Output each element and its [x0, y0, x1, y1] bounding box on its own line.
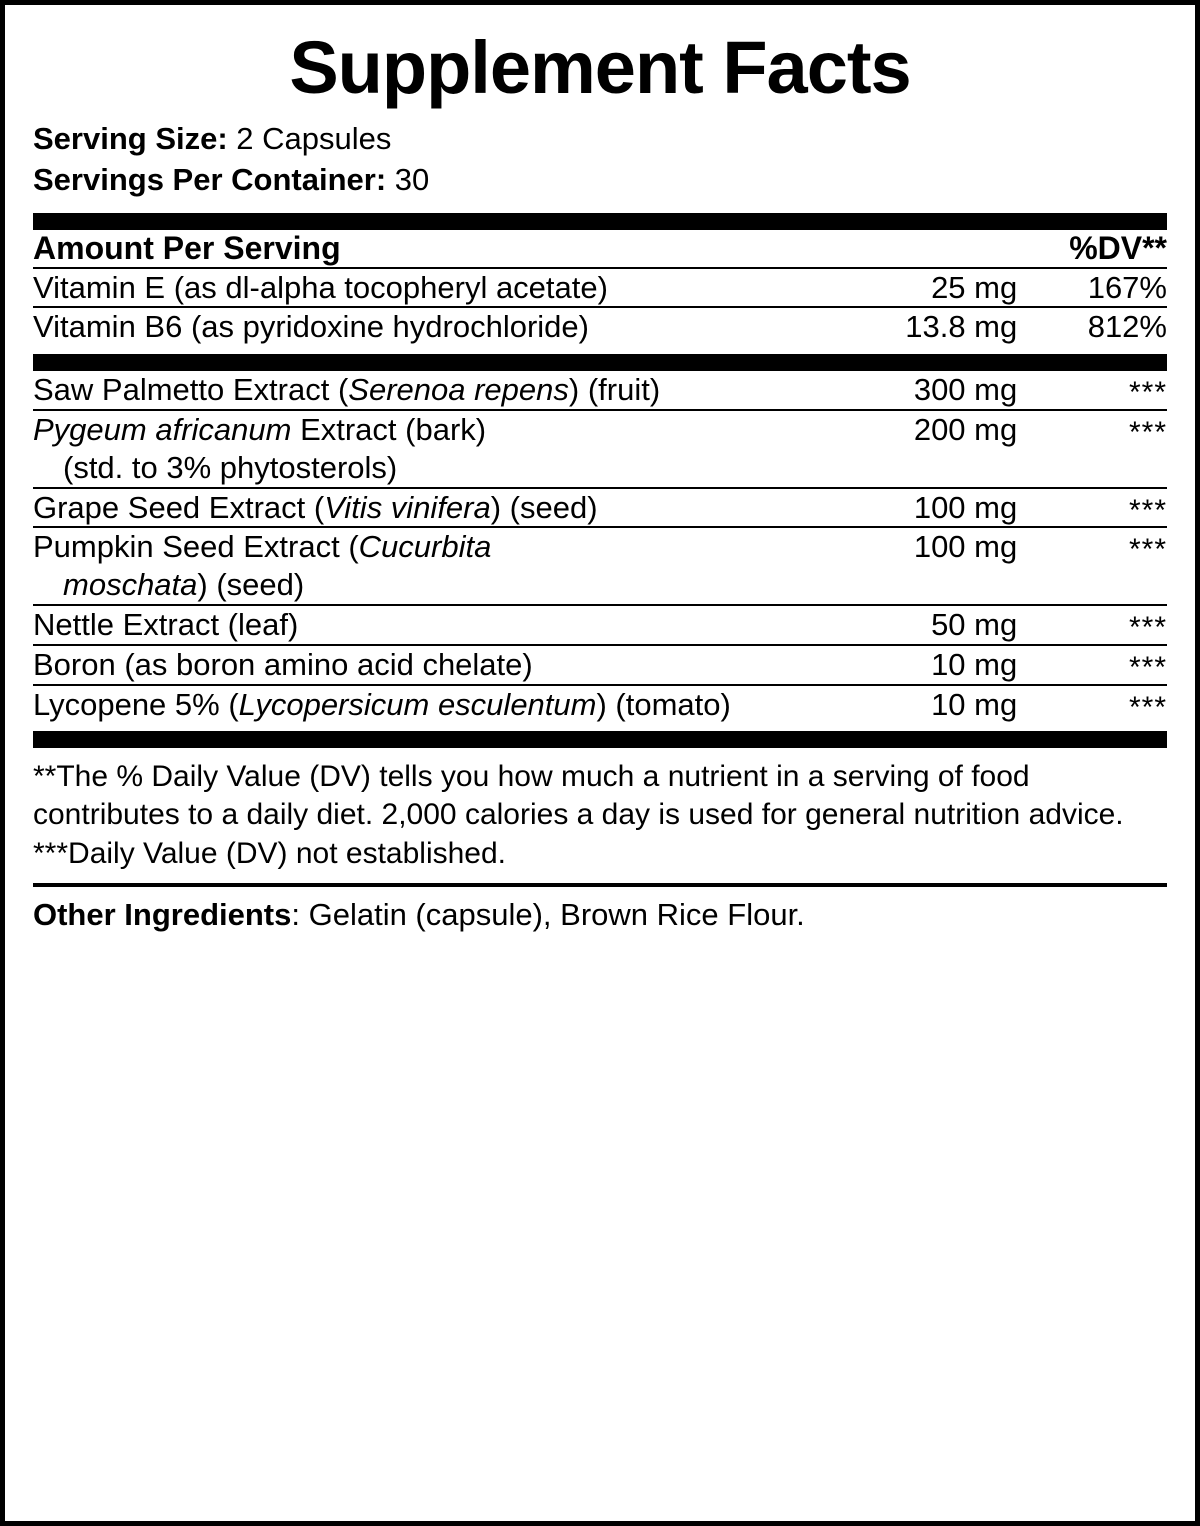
ingredient-dv: *** — [1128, 611, 1167, 644]
ingredient-name: Vitamin E (as dl-alpha tocopheryl acetate) — [33, 269, 608, 305]
ingredient-name: Nettle Extract (leaf) — [33, 607, 299, 642]
divider-thick-top — [33, 213, 1167, 230]
ingredient-name-latin: Cucurbita — [358, 529, 492, 565]
ingredient-name-line2 — [33, 566, 785, 604]
ingredient-amount: 300 mg — [913, 372, 1018, 408]
divider-thick-bottom — [33, 731, 1167, 748]
ingredient-name: Boron (as boron amino acid chelate) — [33, 646, 533, 682]
ingredient-name — [33, 371, 785, 409]
ingredient-name-pre: Lycopene 5% ( — [33, 686, 239, 722]
ingredient-name-latin: Pygeum africanum — [33, 411, 292, 447]
ingredient-amount: 100 mg — [913, 529, 1018, 565]
table-header-row — [33, 230, 1167, 267]
ingredient-dv: *** — [1128, 690, 1167, 724]
servings-per-container-value: 30 — [386, 161, 430, 197]
ingredient-name — [33, 686, 785, 724]
ingredient-dv: 167% — [1087, 269, 1167, 305]
table-row — [33, 686, 1167, 724]
ingredient-dv: *** — [1128, 650, 1167, 684]
ingredient-name-latin: Lycopersicum esculentum — [238, 686, 597, 722]
servings-per-container-label: Servings Per Container: — [33, 161, 387, 197]
ingredient-name-latin: Vitis vinifera — [324, 489, 491, 525]
dv-header: %DV** — [1069, 229, 1167, 266]
ingredient-dv: *** — [1128, 376, 1167, 410]
ingredient-name — [33, 411, 785, 487]
ingredient-amount: 10 mg — [931, 686, 1018, 722]
serving-size-label: Serving Size: — [33, 120, 228, 156]
table-row — [33, 606, 1167, 644]
table-row — [33, 371, 1167, 409]
ingredient-name — [33, 528, 785, 604]
ingredient-name — [33, 489, 785, 527]
table-row — [33, 308, 1167, 346]
other-ingredients-label: Other Ingredients — [33, 896, 292, 932]
table-row — [33, 269, 1167, 307]
ingredient-name-post: ) (seed) — [490, 489, 598, 525]
ingredient-name-latin2: moschata — [63, 567, 198, 603]
dv-not-established-note: ***Daily Value (DV) not established. — [33, 837, 507, 871]
ingredient-name-pre: Grape Seed Extract ( — [33, 489, 325, 525]
header-spacer — [785, 230, 1025, 267]
ingredient-name-post: ) (tomato) — [596, 686, 731, 722]
servings-per-container-line — [33, 160, 1167, 201]
table-row — [33, 528, 1167, 604]
ingredient-name-pre: Saw Palmetto Extract ( — [33, 372, 349, 408]
table-row — [33, 489, 1167, 527]
ingredient-name-pre: Pumpkin Seed Extract ( — [33, 529, 359, 565]
serving-size-line — [33, 119, 1167, 160]
table-row — [33, 646, 1167, 684]
ingredient-dv: 812% — [1087, 309, 1167, 345]
daily-value-note: **The % Daily Value (DV) tells you how much a nutrient in a serving of food contributes to a daily diet. 2,000 calories a day is used for general nutrition advice. — [33, 760, 1124, 831]
ingredient-dv: *** — [1128, 493, 1167, 527]
other-ingredients — [33, 887, 1167, 933]
nutrition-table — [33, 230, 1167, 724]
page-title: Supplement Facts — [289, 26, 911, 109]
ingredient-amount: 100 mg — [913, 489, 1018, 525]
ingredient-amount: 50 mg — [931, 607, 1018, 642]
amount-per-serving-header: Amount Per Serving — [33, 229, 341, 266]
ingredient-amount: 13.8 mg — [905, 309, 1018, 345]
ingredient-name-post: ) (seed) — [197, 567, 305, 603]
ingredient-name-latin: Serenoa repens — [348, 372, 569, 408]
ingredient-name-post: ) (fruit) — [568, 372, 661, 408]
ingredient-amount: 10 mg — [931, 646, 1018, 682]
ingredient-name-post: Extract (bark) — [291, 411, 487, 447]
ingredient-amount: 25 mg — [931, 269, 1018, 305]
ingredient-name-line2: (std. to 3% phytosterols) — [63, 449, 398, 485]
ingredient-dv: *** — [1128, 533, 1167, 567]
ingredient-name: Vitamin B6 (as pyridoxine hydrochloride) — [33, 309, 589, 345]
ingredient-dv: *** — [1128, 415, 1167, 449]
footnotes — [33, 748, 1167, 873]
ingredient-amount: 200 mg — [913, 411, 1018, 447]
serving-size-value: 2 Capsules — [227, 120, 392, 156]
table-row — [33, 411, 1167, 487]
other-ingredients-value: : Gelatin (capsule), Brown Rice Flour. — [291, 896, 805, 932]
row-divider-thick — [33, 346, 1167, 371]
